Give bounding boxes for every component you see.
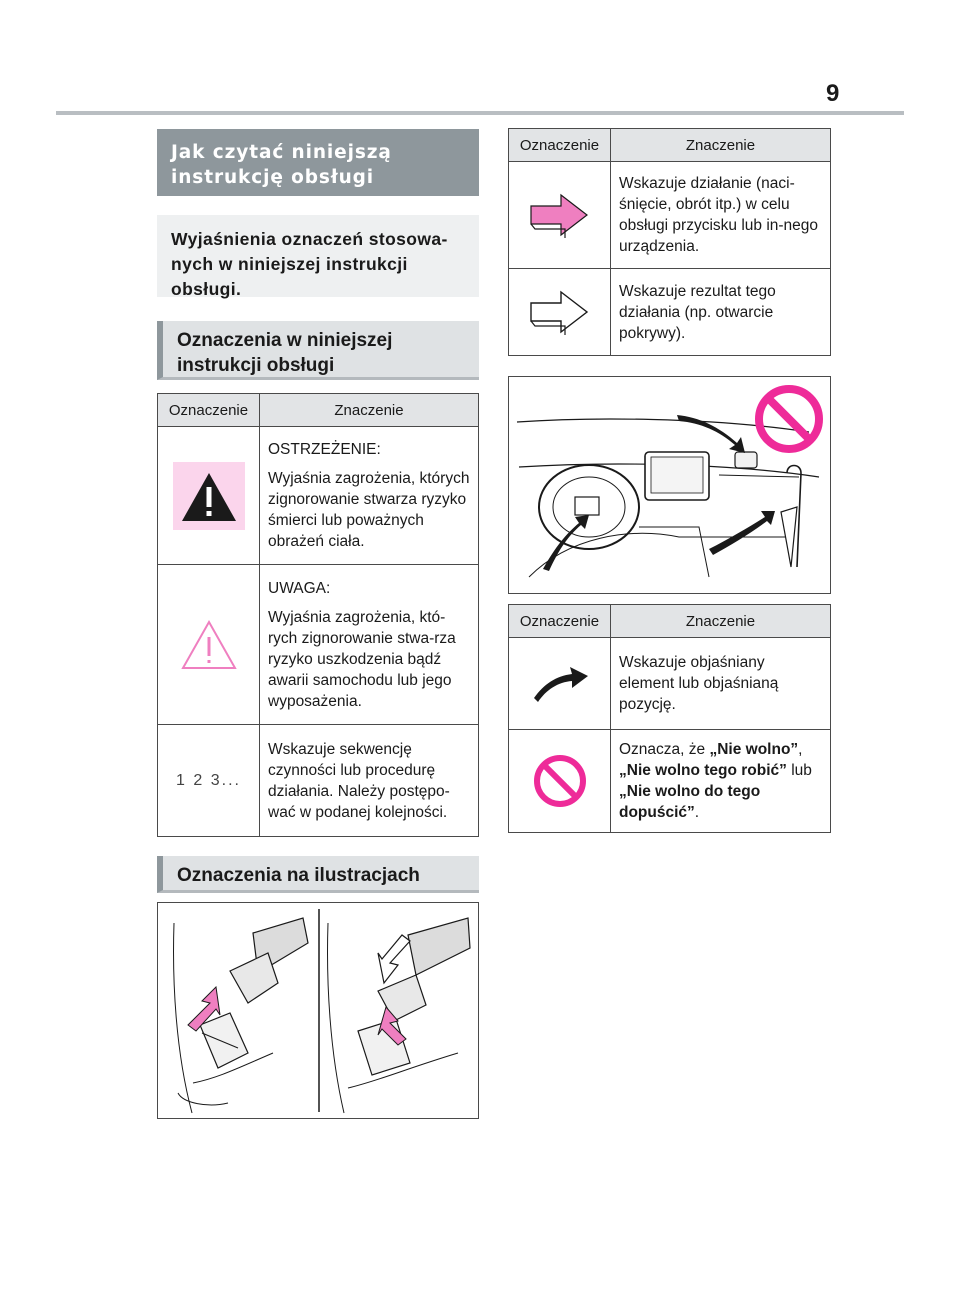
table-header bbox=[158, 394, 479, 427]
meaning-cell bbox=[611, 269, 831, 356]
prohibition-sep-2: lub bbox=[786, 762, 812, 779]
caution-triangle-outline-icon bbox=[179, 618, 239, 672]
action-symbols-table bbox=[508, 128, 831, 356]
symbols-table bbox=[157, 393, 479, 837]
prohibition-suffix: . bbox=[694, 804, 700, 821]
section-heading-symbols bbox=[157, 321, 479, 380]
symbol-cell bbox=[158, 565, 260, 725]
symbol-cell bbox=[509, 638, 611, 730]
table-header bbox=[509, 605, 831, 638]
symbol-cell bbox=[509, 162, 611, 269]
warning-text: Wyjaśnia zagrożenia, których zignorowanie stwarza ryzyko śmierci lub poważnych obrażeń ciała. bbox=[268, 470, 470, 550]
intro-text: Wyjaśnienia oznaczeń stosowa-nych w niniejszej instrukcji obsługi. bbox=[171, 229, 448, 299]
prohibition-term-3: „Nie wolno do tego dopuścić” bbox=[619, 783, 761, 821]
pointer-text: Wskazuje objaśniany element lub objaśnianą pozycję. bbox=[619, 654, 779, 713]
dashboard-illustration bbox=[508, 376, 831, 594]
chapter-banner bbox=[157, 129, 479, 196]
result-arrow-outline-icon bbox=[529, 289, 591, 335]
meaning-cell bbox=[260, 565, 479, 725]
header-rule bbox=[56, 111, 904, 115]
column-header-symbol: Oznaczenie bbox=[509, 605, 611, 638]
column-header-meaning: Znaczenie bbox=[611, 605, 831, 638]
pointer-arrow-black-icon bbox=[530, 664, 590, 704]
table-row bbox=[158, 725, 479, 837]
section-heading-illustrations bbox=[157, 856, 479, 893]
table-row bbox=[509, 638, 831, 730]
seatbelt-illustration bbox=[157, 902, 479, 1119]
action-text: Wskazuje działanie (naci-śnięcie, obrót itp.) w celu obsługi przycisku lub in-nego urządzenia. bbox=[619, 175, 819, 255]
table-row bbox=[158, 427, 479, 565]
symbol-cell bbox=[509, 730, 611, 833]
prohibition-prefix: Oznacza, że bbox=[619, 741, 710, 758]
meaning-cell bbox=[611, 730, 831, 833]
meaning-cell bbox=[611, 162, 831, 269]
column-header-meaning: Znaczenie bbox=[611, 129, 831, 162]
prohibition-text bbox=[619, 739, 823, 823]
section-heading-illustrations-text: Oznaczenia na ilustracjach bbox=[177, 865, 420, 886]
meaning-cell bbox=[260, 427, 479, 565]
sequence-123-icon: 1 2 3... bbox=[176, 771, 241, 789]
sequence-text: Wskazuje sekwencję czynności lub procedurę działania. Należy postępo-wać w podanej kolejności. bbox=[268, 740, 450, 821]
page-number: 9 bbox=[826, 80, 840, 107]
table-row bbox=[158, 565, 479, 725]
table-row bbox=[509, 162, 831, 269]
column-header-meaning: Znaczenie bbox=[260, 394, 479, 427]
warning-triangle-filled-icon bbox=[173, 462, 245, 530]
intro-banner bbox=[157, 215, 479, 297]
table-row bbox=[509, 269, 831, 356]
dashboard-drawing bbox=[509, 377, 830, 593]
prohibition-term-1: „Nie wolno” bbox=[709, 741, 799, 758]
prohibition-term-2: „Nie wolno tego robić” bbox=[619, 762, 787, 779]
caution-text: Wyjaśnia zagrożenia, któ-rych zignorowanie stwa-rza ryzyko uszkodzenia bądź awarii samochodu lub jego wyposażenia. bbox=[268, 608, 456, 710]
seatbelt-drawing bbox=[158, 903, 478, 1118]
chapter-banner-title: Jak czytać niniejszą instrukcję obsługi bbox=[171, 142, 392, 188]
symbol-cell bbox=[158, 427, 260, 565]
prohibition-sign-icon bbox=[532, 753, 588, 809]
table-header bbox=[509, 129, 831, 162]
prohibition-sep-1: , bbox=[798, 741, 803, 758]
action-arrow-pink-icon bbox=[529, 192, 591, 238]
meaning-cell bbox=[260, 725, 479, 837]
symbol-cell bbox=[158, 725, 260, 837]
illustration-symbols-table bbox=[508, 604, 831, 833]
column-header-symbol: Oznaczenie bbox=[158, 394, 260, 427]
meaning-cell bbox=[611, 638, 831, 730]
table-row bbox=[509, 730, 831, 833]
section-heading-symbols-text: Oznaczenia w niniejszej instrukcji obsługi bbox=[177, 330, 393, 376]
column-header-symbol: Oznaczenie bbox=[509, 129, 611, 162]
result-text: Wskazuje rezultat tego działania (np. otwarcie pokrywy). bbox=[619, 282, 776, 342]
caution-label: UWAGA: bbox=[268, 579, 331, 597]
warning-label: OSTRZEŻENIE: bbox=[268, 441, 381, 458]
symbol-cell bbox=[509, 269, 611, 356]
